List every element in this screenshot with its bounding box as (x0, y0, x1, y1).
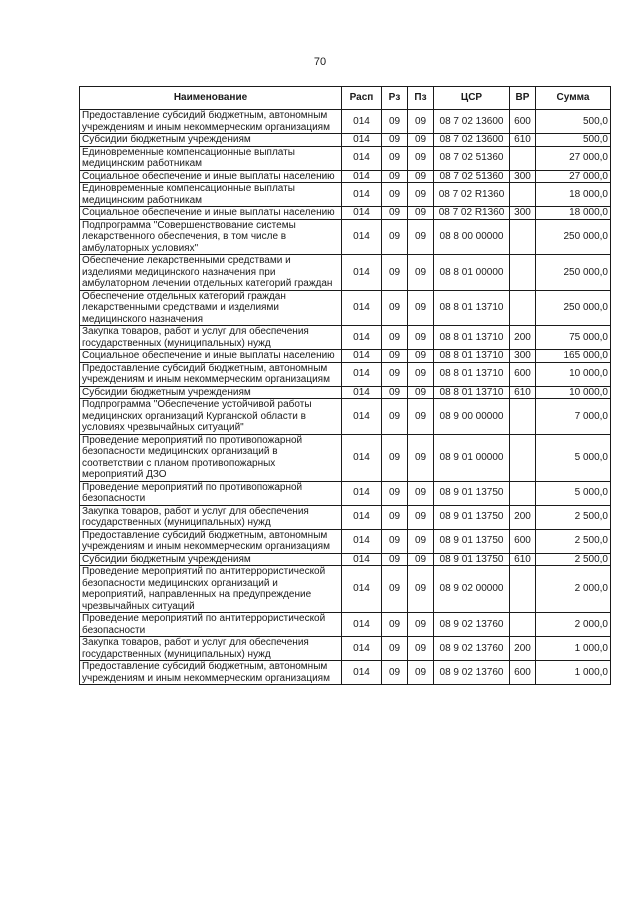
cell-vr: 610 (510, 553, 536, 566)
cell-name: Проведение мероприятий по противопожарной безопасности (80, 481, 342, 505)
cell-rasp: 014 (342, 386, 382, 399)
cell-vr: 600 (510, 529, 536, 553)
cell-vr (510, 566, 536, 613)
cell-vr: 200 (510, 637, 536, 661)
cell-rz: 09 (382, 661, 408, 685)
cell-csr: 08 7 02 51360 (434, 170, 510, 183)
cell-csr: 08 8 01 13710 (434, 362, 510, 386)
cell-rz: 09 (382, 362, 408, 386)
cell-rasp: 014 (342, 290, 382, 326)
cell-sum: 500,0 (536, 110, 611, 134)
header-pz: Пз (408, 87, 434, 110)
cell-rasp: 014 (342, 613, 382, 637)
cell-pz: 09 (408, 183, 434, 207)
cell-sum: 10 000,0 (536, 362, 611, 386)
cell-sum: 250 000,0 (536, 219, 611, 255)
table-row (80, 110, 611, 134)
header-name: Наименование (80, 87, 342, 110)
table-row (80, 386, 611, 399)
table-header-row (80, 87, 611, 110)
cell-pz: 09 (408, 362, 434, 386)
table-row (80, 219, 611, 255)
table-row (80, 613, 611, 637)
cell-vr (510, 183, 536, 207)
cell-csr: 08 9 00 00000 (434, 399, 510, 435)
cell-name: Предоставление субсидий бюджетным, автономным учреждениям и иным некоммерческим организациям (80, 110, 342, 134)
cell-pz: 09 (408, 529, 434, 553)
table-row (80, 529, 611, 553)
cell-name: Предоставление субсидий бюджетным, автономным учреждениям и иным некоммерческим организациям (80, 529, 342, 553)
cell-rz: 09 (382, 110, 408, 134)
cell-pz: 09 (408, 134, 434, 147)
cell-pz: 09 (408, 146, 434, 170)
cell-pz: 09 (408, 566, 434, 613)
cell-vr (510, 290, 536, 326)
cell-rasp: 014 (342, 146, 382, 170)
table-row (80, 399, 611, 435)
cell-sum: 7 000,0 (536, 399, 611, 435)
cell-rz: 09 (382, 350, 408, 363)
cell-sum: 2 000,0 (536, 566, 611, 613)
header-rasp: Расп (342, 87, 382, 110)
cell-rz: 09 (382, 386, 408, 399)
cell-rasp: 014 (342, 350, 382, 363)
table-row (80, 553, 611, 566)
cell-sum: 250 000,0 (536, 290, 611, 326)
cell-name: Предоставление субсидий бюджетным, автономным учреждениям и иным некоммерческим организациям (80, 362, 342, 386)
cell-rz: 09 (382, 170, 408, 183)
cell-sum: 10 000,0 (536, 386, 611, 399)
cell-vr (510, 146, 536, 170)
table-row (80, 637, 611, 661)
cell-name: Социальное обеспечение и иные выплаты населению (80, 207, 342, 220)
table-row (80, 362, 611, 386)
cell-rasp: 014 (342, 661, 382, 685)
cell-name: Социальное обеспечение и иные выплаты населению (80, 350, 342, 363)
cell-csr: 08 7 02 51360 (434, 146, 510, 170)
cell-name: Обеспечение лекарственными средствами и изделиями медицинского назначения при амбулаторном лечении отдельных категорий граждан (80, 255, 342, 291)
table-body (80, 110, 611, 685)
table-row (80, 350, 611, 363)
cell-pz: 09 (408, 613, 434, 637)
cell-sum: 2 500,0 (536, 529, 611, 553)
cell-sum: 1 000,0 (536, 637, 611, 661)
cell-pz: 09 (408, 110, 434, 134)
page-number: 70 (313, 56, 327, 68)
table-row (80, 170, 611, 183)
cell-name: Проведение мероприятий по противопожарной безопасности медицинских организаций в соответствии с планом противопожарных мероприятий ДЗО (80, 434, 342, 481)
cell-vr: 300 (510, 207, 536, 220)
cell-rasp: 014 (342, 505, 382, 529)
cell-rz: 09 (382, 326, 408, 350)
cell-pz: 09 (408, 399, 434, 435)
cell-rz: 09 (382, 134, 408, 147)
cell-vr (510, 434, 536, 481)
cell-rasp: 014 (342, 110, 382, 134)
cell-rz: 09 (382, 255, 408, 291)
table-row (80, 481, 611, 505)
cell-csr: 08 7 02 R1360 (434, 183, 510, 207)
cell-vr: 300 (510, 350, 536, 363)
cell-rasp: 014 (342, 434, 382, 481)
cell-rasp: 014 (342, 553, 382, 566)
table-row (80, 183, 611, 207)
cell-pz: 09 (408, 434, 434, 481)
cell-rasp: 014 (342, 255, 382, 291)
cell-csr: 08 9 01 00000 (434, 434, 510, 481)
cell-rz: 09 (382, 146, 408, 170)
cell-csr: 08 9 02 13760 (434, 661, 510, 685)
cell-rasp: 014 (342, 207, 382, 220)
cell-name: Закупка товаров, работ и услуг для обеспечения государственных (муниципальных) нужд (80, 326, 342, 350)
cell-rz: 09 (382, 505, 408, 529)
cell-pz: 09 (408, 505, 434, 529)
cell-vr: 600 (510, 110, 536, 134)
cell-csr: 08 9 01 13750 (434, 481, 510, 505)
cell-name: Субсидии бюджетным учреждениям (80, 134, 342, 147)
table-row (80, 661, 611, 685)
cell-rz: 09 (382, 553, 408, 566)
cell-name: Единовременные компенсационные выплаты медицинским работникам (80, 183, 342, 207)
cell-csr: 08 9 01 13750 (434, 505, 510, 529)
cell-rasp: 014 (342, 399, 382, 435)
cell-sum: 18 000,0 (536, 207, 611, 220)
header-vr: ВР (510, 87, 536, 110)
cell-csr: 08 7 02 R1360 (434, 207, 510, 220)
cell-name: Социальное обеспечение и иные выплаты населению (80, 170, 342, 183)
cell-vr (510, 219, 536, 255)
cell-sum: 75 000,0 (536, 326, 611, 350)
cell-sum: 2 000,0 (536, 613, 611, 637)
cell-rz: 09 (382, 637, 408, 661)
cell-name: Обеспечение отдельных категорий граждан лекарственными средствами и изделиями медицинского назначения (80, 290, 342, 326)
cell-rasp: 014 (342, 219, 382, 255)
cell-sum: 5 000,0 (536, 434, 611, 481)
cell-pz: 09 (408, 219, 434, 255)
cell-vr (510, 481, 536, 505)
cell-rasp: 014 (342, 170, 382, 183)
cell-vr: 610 (510, 386, 536, 399)
header-sum: Сумма (536, 87, 611, 110)
cell-vr (510, 255, 536, 291)
cell-rasp: 014 (342, 529, 382, 553)
cell-vr: 300 (510, 170, 536, 183)
cell-csr: 08 7 02 13600 (434, 110, 510, 134)
cell-rz: 09 (382, 290, 408, 326)
cell-rasp: 014 (342, 481, 382, 505)
cell-csr: 08 8 00 00000 (434, 219, 510, 255)
header-rz: Рз (382, 87, 408, 110)
cell-rasp: 014 (342, 134, 382, 147)
cell-pz: 09 (408, 553, 434, 566)
cell-pz: 09 (408, 350, 434, 363)
cell-rasp: 014 (342, 637, 382, 661)
cell-rz: 09 (382, 566, 408, 613)
cell-name: Закупка товаров, работ и услуг для обеспечения государственных (муниципальных) нужд (80, 505, 342, 529)
cell-name: Проведение мероприятий по антитеррористической безопасности медицинских организаций и мероприятий, направленных на предупреждение чрезвычайных ситуаций (80, 566, 342, 613)
cell-vr: 610 (510, 134, 536, 147)
table-row (80, 134, 611, 147)
cell-sum: 165 000,0 (536, 350, 611, 363)
cell-pz: 09 (408, 326, 434, 350)
cell-name: Подпрограмма "Обеспечение устойчивой работы медицинских организаций Курганской области в условиях чрезвычайных ситуаций" (80, 399, 342, 435)
cell-rz: 09 (382, 613, 408, 637)
cell-sum: 500,0 (536, 134, 611, 147)
table-row (80, 207, 611, 220)
cell-rz: 09 (382, 183, 408, 207)
table-row (80, 326, 611, 350)
cell-rz: 09 (382, 399, 408, 435)
cell-rz: 09 (382, 434, 408, 481)
cell-name: Субсидии бюджетным учреждениям (80, 553, 342, 566)
cell-csr: 08 8 01 00000 (434, 255, 510, 291)
budget-table (79, 86, 611, 685)
cell-name: Подпрограмма "Совершенствование системы лекарственного обеспечения, в том числе в амбулаторных условиях" (80, 219, 342, 255)
cell-name: Единовременные компенсационные выплаты медицинским работникам (80, 146, 342, 170)
table-row (80, 566, 611, 613)
cell-vr (510, 399, 536, 435)
cell-vr: 200 (510, 326, 536, 350)
cell-csr: 08 9 02 00000 (434, 566, 510, 613)
cell-csr: 08 8 01 13710 (434, 350, 510, 363)
cell-csr: 08 9 02 13760 (434, 613, 510, 637)
cell-sum: 27 000,0 (536, 146, 611, 170)
cell-pz: 09 (408, 207, 434, 220)
cell-pz: 09 (408, 386, 434, 399)
table-row (80, 255, 611, 291)
cell-name: Предоставление субсидий бюджетным, автономным учреждениям и иным некоммерческим организациям (80, 661, 342, 685)
cell-rz: 09 (382, 481, 408, 505)
cell-vr: 200 (510, 505, 536, 529)
cell-sum: 27 000,0 (536, 170, 611, 183)
cell-csr: 08 9 01 13750 (434, 553, 510, 566)
cell-csr: 08 8 01 13710 (434, 386, 510, 399)
cell-rasp: 014 (342, 362, 382, 386)
cell-sum: 2 500,0 (536, 505, 611, 529)
cell-pz: 09 (408, 290, 434, 326)
table-row (80, 505, 611, 529)
cell-rz: 09 (382, 219, 408, 255)
cell-vr: 600 (510, 661, 536, 685)
cell-csr: 08 8 01 13710 (434, 326, 510, 350)
cell-pz: 09 (408, 481, 434, 505)
cell-rasp: 014 (342, 183, 382, 207)
cell-pz: 09 (408, 661, 434, 685)
cell-name: Субсидии бюджетным учреждениям (80, 386, 342, 399)
cell-name: Проведение мероприятий по антитеррористической безопасности (80, 613, 342, 637)
cell-csr: 08 8 01 13710 (434, 290, 510, 326)
cell-sum: 18 000,0 (536, 183, 611, 207)
cell-vr (510, 613, 536, 637)
cell-rasp: 014 (342, 326, 382, 350)
header-csr: ЦСР (434, 87, 510, 110)
cell-sum: 2 500,0 (536, 553, 611, 566)
cell-pz: 09 (408, 637, 434, 661)
cell-rz: 09 (382, 207, 408, 220)
table-row (80, 146, 611, 170)
cell-pz: 09 (408, 255, 434, 291)
cell-sum: 1 000,0 (536, 661, 611, 685)
cell-csr: 08 9 02 13760 (434, 637, 510, 661)
cell-csr: 08 7 02 13600 (434, 134, 510, 147)
cell-pz: 09 (408, 170, 434, 183)
cell-sum: 250 000,0 (536, 255, 611, 291)
cell-vr: 600 (510, 362, 536, 386)
cell-name: Закупка товаров, работ и услуг для обеспечения государственных (муниципальных) нужд (80, 637, 342, 661)
table-row (80, 434, 611, 481)
cell-sum: 5 000,0 (536, 481, 611, 505)
cell-rasp: 014 (342, 566, 382, 613)
table-row (80, 290, 611, 326)
cell-csr: 08 9 01 13750 (434, 529, 510, 553)
cell-rz: 09 (382, 529, 408, 553)
